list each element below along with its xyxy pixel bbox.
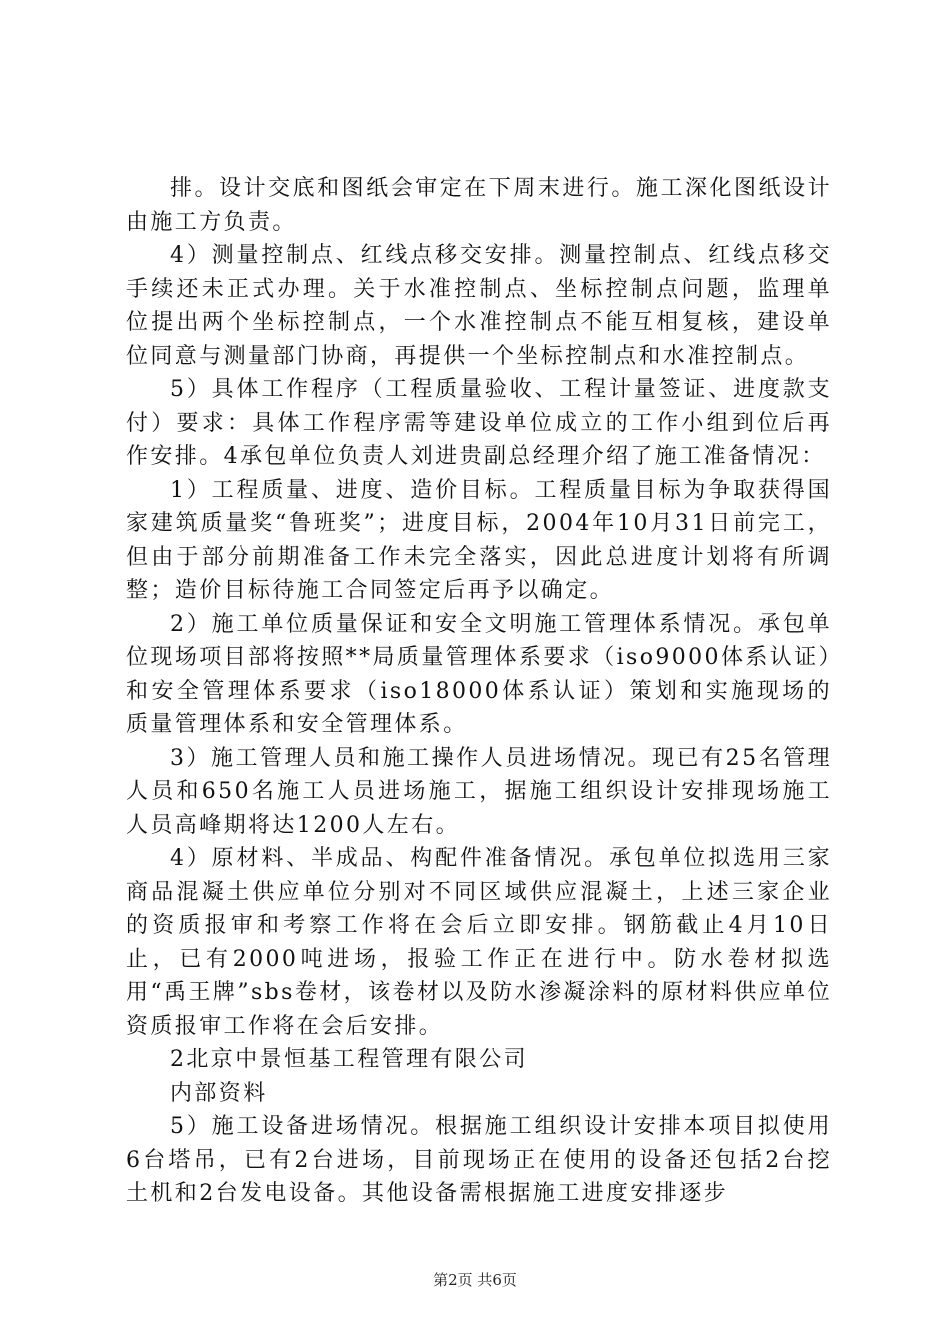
paragraph-personnel-entry: 3）施工管理人员和施工操作人员进场情况。现已有25名管理人员和650名施工人员进场施工，据施工组织设计安排现场施工人员高峰期将达1200人左右。 (126, 745, 832, 838)
paragraph-company-name: 2北京中景恒基工程管理有限公司 (170, 1047, 528, 1072)
paragraph-survey-control-points: 4）测量控制点、红线点移交安排。测量控制点、红线点移交手续还未正式办理。关于水准控制点、坐标控制点问题，监理单位提出两个坐标控制点，一个水准控制点不能互相复核，建设单位同意与测量部门协商，再提供一个坐标控制点和水准控制点。 (126, 243, 832, 369)
paragraph-materials-preparation: 4）原材料、半成品、构配件准备情况。承包单位拟选用三家商品混凝土供应单位分别对不同区域供应混凝土，上述三家企业的资质报审和考察工作将在会后立即安排。钢筋截止4月10日止，已有2000吨进场，报验工作正在进行中。防水卷材拟选用“禹王牌”sbs卷材，该卷材以及防水渗凝涂料的原材料供应单位资质报审工作将在会后安排。 (126, 846, 832, 1039)
paragraph-equipment-entry: 5）施工设备进场情况。根据施工组织设计安排本项目拟使用6台塔吊，已有2台进场，目前现场正在使用的设备还包括2台挖土机和2台发电设备。其他设备需根据施工进度安排逐步 (126, 1114, 832, 1206)
paragraph-quality-schedule-cost-targets: 1）工程质量、进度、造价目标。工程质量目标为争取获得国家建筑质量奖“鲁班奖”；进度目标，2004年10月31日前完工，但由于部分前期准备工作未完全落实，因此总进度计划将有所调整；造价目标待施工合同签定后再予以确定。 (126, 477, 832, 603)
page-number-footer: 第2页 共6页 (433, 1271, 517, 1289)
paragraph-management-systems: 2）施工单位质量保证和安全文明施工管理体系情况。承包单位现场项目部将按照**局质量管理体系要求（iso9000体系认证）和安全管理体系要求（iso18000体系认证）策划和实施现场的质量管理体系和安全管理体系。 (126, 611, 832, 737)
paragraph-design-disclosure: 排。设计交底和图纸会审定在下周末进行。施工深化图纸设计由施工方负责。 (126, 176, 832, 235)
paragraph-work-procedures: 5）具体工作程序（工程质量验收、工程计量签证、进度款支付）要求：具体工作程序需等建设单位成立的工作小组到位后再作安排。4承包单位负责人刘进贵副总经理介绍了施工准备情况： (126, 377, 832, 469)
document-body (126, 172, 832, 1211)
paragraph-internal-material: 内部资料 (170, 1080, 268, 1106)
